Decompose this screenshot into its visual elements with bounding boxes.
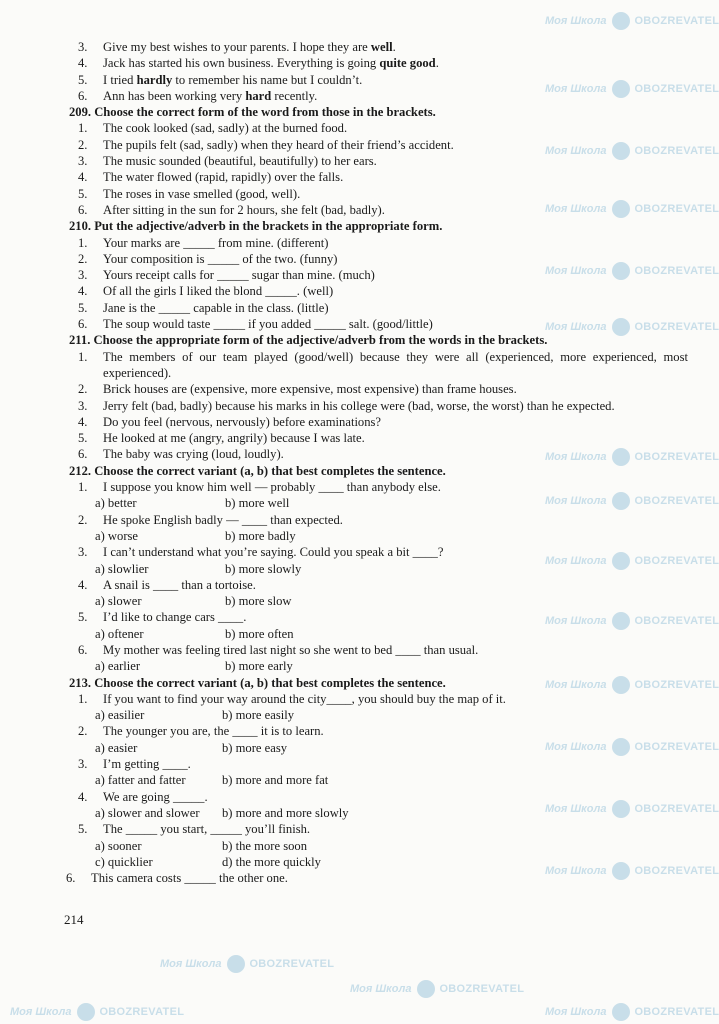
item-text bbox=[103, 446, 284, 462]
item-text bbox=[103, 120, 347, 136]
text-segment: The cook looked (sad, sadly) at the burned food. bbox=[103, 121, 348, 136]
item-number: 3. bbox=[78, 154, 88, 169]
text-segment: Yours receipt calls for _____ sugar than mine. (much) bbox=[103, 268, 375, 283]
option-a: a) fatter and fatter bbox=[95, 773, 186, 788]
exercise-item bbox=[66, 430, 686, 446]
watermark bbox=[10, 1003, 184, 1021]
option-c: c) quicklier bbox=[95, 854, 153, 869]
option-b: b) more easily bbox=[222, 708, 295, 723]
item-text bbox=[103, 398, 615, 414]
item-number: 1. bbox=[78, 691, 88, 706]
text-segment: Brick houses are (expensive, more expensive, most expensive) than frame houses. bbox=[103, 382, 517, 397]
exercise-item bbox=[66, 316, 686, 332]
item-text bbox=[103, 577, 256, 593]
watermark-school-text: Моя Школа bbox=[545, 451, 607, 463]
exercise-section bbox=[66, 675, 686, 887]
item-text bbox=[103, 153, 377, 169]
item-number: 4. bbox=[78, 414, 88, 429]
exercise-item bbox=[66, 72, 686, 88]
item-text bbox=[103, 821, 310, 837]
watermark-brand-text: OBOZREVATEL bbox=[634, 495, 719, 507]
text-segment: Of all the girls I liked the blond _____. (well) bbox=[103, 284, 334, 299]
item-text bbox=[103, 430, 365, 446]
watermark-logo-icon bbox=[417, 980, 435, 998]
text-segment: Jerry felt (bad, badly) because his marks in his college were (bad, worse, the worst) than he expected. bbox=[103, 398, 615, 413]
exercise-heading: 212. Choose the correct variant (a, b) that best completes the sentence. bbox=[69, 463, 446, 478]
exercise-item bbox=[66, 398, 686, 414]
item-text bbox=[103, 349, 688, 382]
item-number: 6. bbox=[78, 88, 88, 103]
item-text bbox=[103, 251, 338, 267]
text-segment: This camera costs _____ the other one. bbox=[91, 871, 288, 886]
item-text bbox=[103, 72, 362, 88]
option-a: a) better bbox=[95, 496, 137, 511]
text-segment: I suppose you know him well — probably ____ than anybody else. bbox=[103, 480, 441, 495]
option-b: b) more and more slowly bbox=[222, 805, 349, 820]
item-number: 6. bbox=[78, 317, 88, 332]
watermark-brand-text: OBOZREVATEL bbox=[634, 321, 719, 333]
exercise-item bbox=[66, 577, 686, 593]
option-a: a) worse bbox=[95, 528, 139, 543]
highlighted-word: well bbox=[370, 40, 393, 54]
exercise-item bbox=[66, 202, 686, 218]
item-text bbox=[103, 39, 396, 55]
watermark-brand-text: OBOZREVATEL bbox=[249, 958, 335, 970]
item-number: 6. bbox=[66, 871, 76, 886]
answer-options bbox=[66, 805, 686, 821]
watermark-school-text: Моя Школа bbox=[545, 679, 607, 691]
watermark-brand-text: OBOZREVATEL bbox=[634, 451, 719, 463]
option-d: d) the more quickly bbox=[222, 854, 321, 869]
answer-options bbox=[66, 658, 686, 674]
option-b: b) the more soon bbox=[222, 838, 307, 853]
item-text bbox=[103, 316, 433, 332]
watermark-brand-text: OBOZREVATEL bbox=[634, 555, 719, 567]
watermark-brand-text: OBOZREVATEL bbox=[439, 983, 525, 995]
item-text bbox=[103, 88, 317, 104]
text-segment: The pupils felt (sad, sadly) when they heard of their friend’s accident. bbox=[103, 137, 454, 152]
exercise-item bbox=[66, 153, 686, 169]
watermark-school-text: Моя Школа bbox=[545, 15, 607, 27]
watermark-school-text: Моя Школа bbox=[160, 958, 222, 970]
highlighted-word: quite good bbox=[379, 56, 436, 71]
answer-options bbox=[66, 707, 686, 723]
text-segment: I tried bbox=[103, 72, 137, 87]
item-number: 1. bbox=[78, 480, 88, 495]
watermark-school-text: Моя Школа bbox=[545, 145, 607, 157]
exercise-item bbox=[66, 283, 686, 299]
item-text bbox=[103, 609, 246, 625]
exercise-item bbox=[66, 137, 686, 153]
exercise-item bbox=[66, 691, 686, 707]
watermark-brand-text: OBOZREVATEL bbox=[634, 1006, 719, 1018]
item-text bbox=[103, 300, 329, 316]
watermark-school-text: Моя Школа bbox=[545, 203, 607, 215]
item-number: 6. bbox=[78, 642, 88, 657]
item-number: 4. bbox=[78, 789, 88, 804]
answer-options bbox=[66, 854, 686, 870]
answer-options bbox=[66, 740, 686, 756]
watermark-school-text: Моя Школа bbox=[545, 741, 607, 753]
watermark-school-text: Моя Школа bbox=[545, 321, 607, 333]
item-text bbox=[91, 870, 288, 886]
exercise-item bbox=[66, 870, 686, 886]
text-segment: I’d like to change cars ____. bbox=[103, 610, 247, 625]
text-segment: to remember his name but I couldn’t. bbox=[172, 72, 363, 87]
item-number: 5. bbox=[78, 186, 88, 201]
watermark bbox=[545, 12, 719, 30]
watermark-brand-text: OBOZREVATEL bbox=[634, 615, 719, 627]
item-number: 2. bbox=[78, 512, 88, 527]
exercise-item bbox=[66, 235, 686, 251]
item-text bbox=[103, 267, 375, 283]
watermark-school-text: Моя Школа bbox=[545, 865, 607, 877]
text-segment: recently. bbox=[271, 88, 318, 103]
text-segment: I can’t understand what you’re saying. Could you speak a bit ____? bbox=[103, 545, 444, 560]
exercise-heading: 209. Choose the correct form of the word from those in the brackets. bbox=[69, 105, 436, 120]
highlighted-word: hard bbox=[245, 88, 272, 103]
watermark-brand-text: OBOZREVATEL bbox=[634, 803, 719, 815]
item-number: 2. bbox=[78, 137, 88, 152]
exercise-section bbox=[66, 332, 686, 462]
item-text bbox=[103, 186, 300, 202]
watermark bbox=[545, 1003, 719, 1021]
text-segment: The _____ you start, _____ you’ll finish. bbox=[103, 822, 311, 837]
item-text bbox=[103, 512, 343, 528]
watermark-school-text: Моя Школа bbox=[545, 555, 607, 567]
text-segment: Ann has been working very bbox=[103, 88, 246, 103]
answer-options bbox=[66, 626, 686, 642]
answer-options bbox=[66, 561, 686, 577]
option-a: a) earlier bbox=[95, 659, 141, 674]
item-text bbox=[103, 642, 478, 658]
item-text bbox=[103, 544, 443, 560]
item-number: 4. bbox=[78, 56, 88, 71]
text-segment: We are going _____. bbox=[103, 789, 208, 804]
option-a: a) oftener bbox=[95, 626, 144, 641]
text-segment: The water flowed (rapid, rapidly) over the falls. bbox=[103, 170, 344, 185]
watermark-school-text: Моя Школа bbox=[350, 983, 412, 995]
text-segment: The baby was crying (loud, loudly). bbox=[103, 447, 284, 462]
exercise-item bbox=[66, 609, 686, 625]
exercise-item bbox=[66, 300, 686, 316]
watermark-brand-text: OBOZREVATEL bbox=[634, 15, 719, 27]
item-text bbox=[103, 381, 517, 397]
exercise-heading: 210. Put the adjective/adverb in the brackets in the appropriate form. bbox=[69, 219, 443, 234]
watermark-brand-text: OBOZREVATEL bbox=[634, 741, 719, 753]
option-b: b) more early bbox=[225, 659, 293, 674]
text-segment: . bbox=[435, 56, 439, 71]
text-segment: . bbox=[392, 40, 396, 54]
watermark-brand-text: OBOZREVATEL bbox=[634, 265, 719, 277]
option-b: b) more often bbox=[225, 626, 294, 641]
text-segment: If you want to find your way around the city____, you should buy the map of it. bbox=[103, 691, 506, 706]
watermark-school-text: Моя Школа bbox=[10, 1006, 72, 1018]
exercise-heading: 211. Choose the appropriate form of the adjective/adverb from the words in the brackets. bbox=[69, 333, 548, 348]
item-number: 5. bbox=[78, 610, 88, 625]
text-segment: My mother was feeling tired last night so she went to bed ____ than usual. bbox=[103, 642, 479, 657]
watermark-school-text: Моя Школа bbox=[545, 83, 607, 95]
answer-options bbox=[66, 593, 686, 609]
watermark-school-text: Моя Школа bbox=[545, 615, 607, 627]
text-segment: Give my best wishes to your parents. I hope they are bbox=[103, 40, 371, 54]
exercise-item bbox=[66, 251, 686, 267]
exercise-item bbox=[66, 446, 686, 462]
item-text bbox=[103, 691, 506, 707]
exercise-item bbox=[66, 414, 686, 430]
item-text bbox=[103, 723, 324, 739]
item-number: 4. bbox=[78, 577, 88, 592]
item-number: 6. bbox=[78, 202, 88, 217]
text-segment: A snail is ____ than a tortoise. bbox=[103, 577, 256, 592]
watermark-school-text: Моя Школа bbox=[545, 803, 607, 815]
watermark bbox=[350, 980, 524, 998]
exercise-item bbox=[66, 642, 686, 658]
text-segment: He looked at me (angry, angrily) because I was late. bbox=[103, 431, 365, 446]
item-number: 5. bbox=[78, 431, 88, 446]
exercise-item bbox=[66, 821, 686, 837]
answer-options bbox=[66, 772, 686, 788]
exercise-item bbox=[66, 186, 686, 202]
option-b: b) more well bbox=[225, 496, 290, 511]
item-text bbox=[103, 137, 454, 153]
watermark-brand-text: OBOZREVATEL bbox=[634, 83, 719, 95]
text-segment: Do you feel (nervous, nervously) before examinations? bbox=[103, 414, 382, 429]
item-text bbox=[103, 756, 191, 772]
option-b: b) more and more fat bbox=[222, 773, 329, 788]
watermark-logo-icon bbox=[227, 955, 245, 973]
exercise-item bbox=[66, 756, 686, 772]
exercise-item bbox=[66, 544, 686, 560]
exercise-page bbox=[66, 39, 686, 886]
item-text bbox=[103, 202, 385, 218]
option-b: b) more slow bbox=[225, 594, 292, 609]
text-segment: Your composition is _____ of the two. (funny) bbox=[103, 251, 338, 266]
exercise-item bbox=[66, 120, 686, 136]
item-number: 2. bbox=[78, 251, 88, 266]
watermark-school-text: Моя Школа bbox=[545, 1006, 607, 1018]
item-text bbox=[103, 789, 208, 805]
item-number: 1. bbox=[78, 349, 88, 364]
text-segment: Jane is the _____ capable in the class. (little) bbox=[103, 300, 329, 315]
exercise-section bbox=[66, 39, 686, 104]
item-number: 5. bbox=[78, 822, 88, 837]
item-number: 3. bbox=[78, 398, 88, 413]
answer-options bbox=[66, 495, 686, 511]
watermark-logo-icon bbox=[612, 12, 630, 30]
exercise-item bbox=[66, 381, 686, 397]
exercise-item bbox=[66, 723, 686, 739]
exercise-item bbox=[66, 349, 686, 382]
page-number: 214 bbox=[64, 912, 84, 927]
text-segment: I’m getting ____. bbox=[103, 757, 191, 772]
text-segment: Jack has started his own business. Everything is going bbox=[103, 56, 380, 71]
option-b: b) more easy bbox=[222, 740, 288, 755]
item-number: 3. bbox=[78, 545, 88, 560]
watermark-brand-text: OBOZREVATEL bbox=[634, 865, 719, 877]
item-number: 4. bbox=[78, 170, 88, 185]
item-text bbox=[103, 283, 333, 299]
exercise-section bbox=[66, 104, 686, 218]
text-segment: The members of our team played (good/well) because they were all (experienced, more experienced, most experienced). bbox=[103, 349, 688, 380]
exercise-section bbox=[66, 463, 686, 675]
item-number: 2. bbox=[78, 382, 88, 397]
option-b: b) more slowly bbox=[225, 561, 302, 576]
watermark-brand-text: OBOZREVATEL bbox=[634, 145, 719, 157]
watermark-school-text: Моя Школа bbox=[545, 265, 607, 277]
text-segment: The music sounded (beautiful, beautifully) to her ears. bbox=[103, 154, 377, 169]
option-a: a) slower and slower bbox=[95, 805, 200, 820]
exercise-item bbox=[66, 789, 686, 805]
item-number: 4. bbox=[78, 284, 88, 299]
exercise-item bbox=[66, 267, 686, 283]
option-a: a) slower bbox=[95, 594, 142, 609]
option-a: a) slowlier bbox=[95, 561, 149, 576]
exercise-item bbox=[66, 88, 686, 104]
item-text bbox=[103, 235, 328, 251]
watermark bbox=[160, 955, 334, 973]
watermark-brand-text: OBOZREVATEL bbox=[634, 679, 719, 691]
exercise-item bbox=[66, 55, 686, 71]
item-number: 3. bbox=[78, 757, 88, 772]
exercise-item bbox=[66, 479, 686, 495]
text-segment: Your marks are _____ from mine. (different) bbox=[103, 235, 329, 250]
watermark-school-text: Моя Школа bbox=[545, 495, 607, 507]
watermark-logo-icon bbox=[77, 1003, 95, 1021]
option-a: a) sooner bbox=[95, 838, 142, 853]
item-number: 5. bbox=[78, 300, 88, 315]
item-number: 2. bbox=[78, 724, 88, 739]
exercise-heading: 213. Choose the correct variant (a, b) that best completes the sentence. bbox=[69, 675, 446, 690]
item-number: 1. bbox=[78, 235, 88, 250]
item-number: 5. bbox=[78, 72, 88, 87]
highlighted-word: hardly bbox=[136, 72, 173, 87]
watermark-brand-text: OBOZREVATEL bbox=[99, 1006, 185, 1018]
item-text bbox=[103, 414, 381, 430]
item-text bbox=[103, 169, 343, 185]
exercise-item bbox=[66, 169, 686, 185]
item-text bbox=[103, 55, 439, 71]
text-segment: The younger you are, the ____ it is to learn. bbox=[103, 724, 324, 739]
text-segment: After sitting in the sun for 2 hours, she felt (bad, badly). bbox=[103, 202, 385, 217]
text-segment: The soup would taste _____ if you added _____ salt. (good/little) bbox=[103, 317, 433, 332]
item-number: 1. bbox=[78, 121, 88, 136]
watermark-brand-text: OBOZREVATEL bbox=[634, 203, 719, 215]
exercise-item bbox=[66, 512, 686, 528]
answer-options bbox=[66, 528, 686, 544]
item-number: 3. bbox=[78, 268, 88, 283]
text-segment: He spoke English badly — ____ than expected. bbox=[103, 512, 343, 527]
option-b: b) more badly bbox=[225, 528, 296, 543]
answer-options bbox=[66, 838, 686, 854]
option-a: a) easier bbox=[95, 740, 138, 755]
item-text bbox=[103, 479, 441, 495]
item-number: 6. bbox=[78, 447, 88, 462]
exercise-item bbox=[66, 39, 686, 55]
exercise-section bbox=[66, 218, 686, 332]
watermark-logo-icon bbox=[612, 1003, 630, 1021]
option-a: a) easilier bbox=[95, 708, 145, 723]
text-segment: The roses in vase smelled (good, well). bbox=[103, 186, 301, 201]
item-number: 3. bbox=[78, 40, 88, 54]
